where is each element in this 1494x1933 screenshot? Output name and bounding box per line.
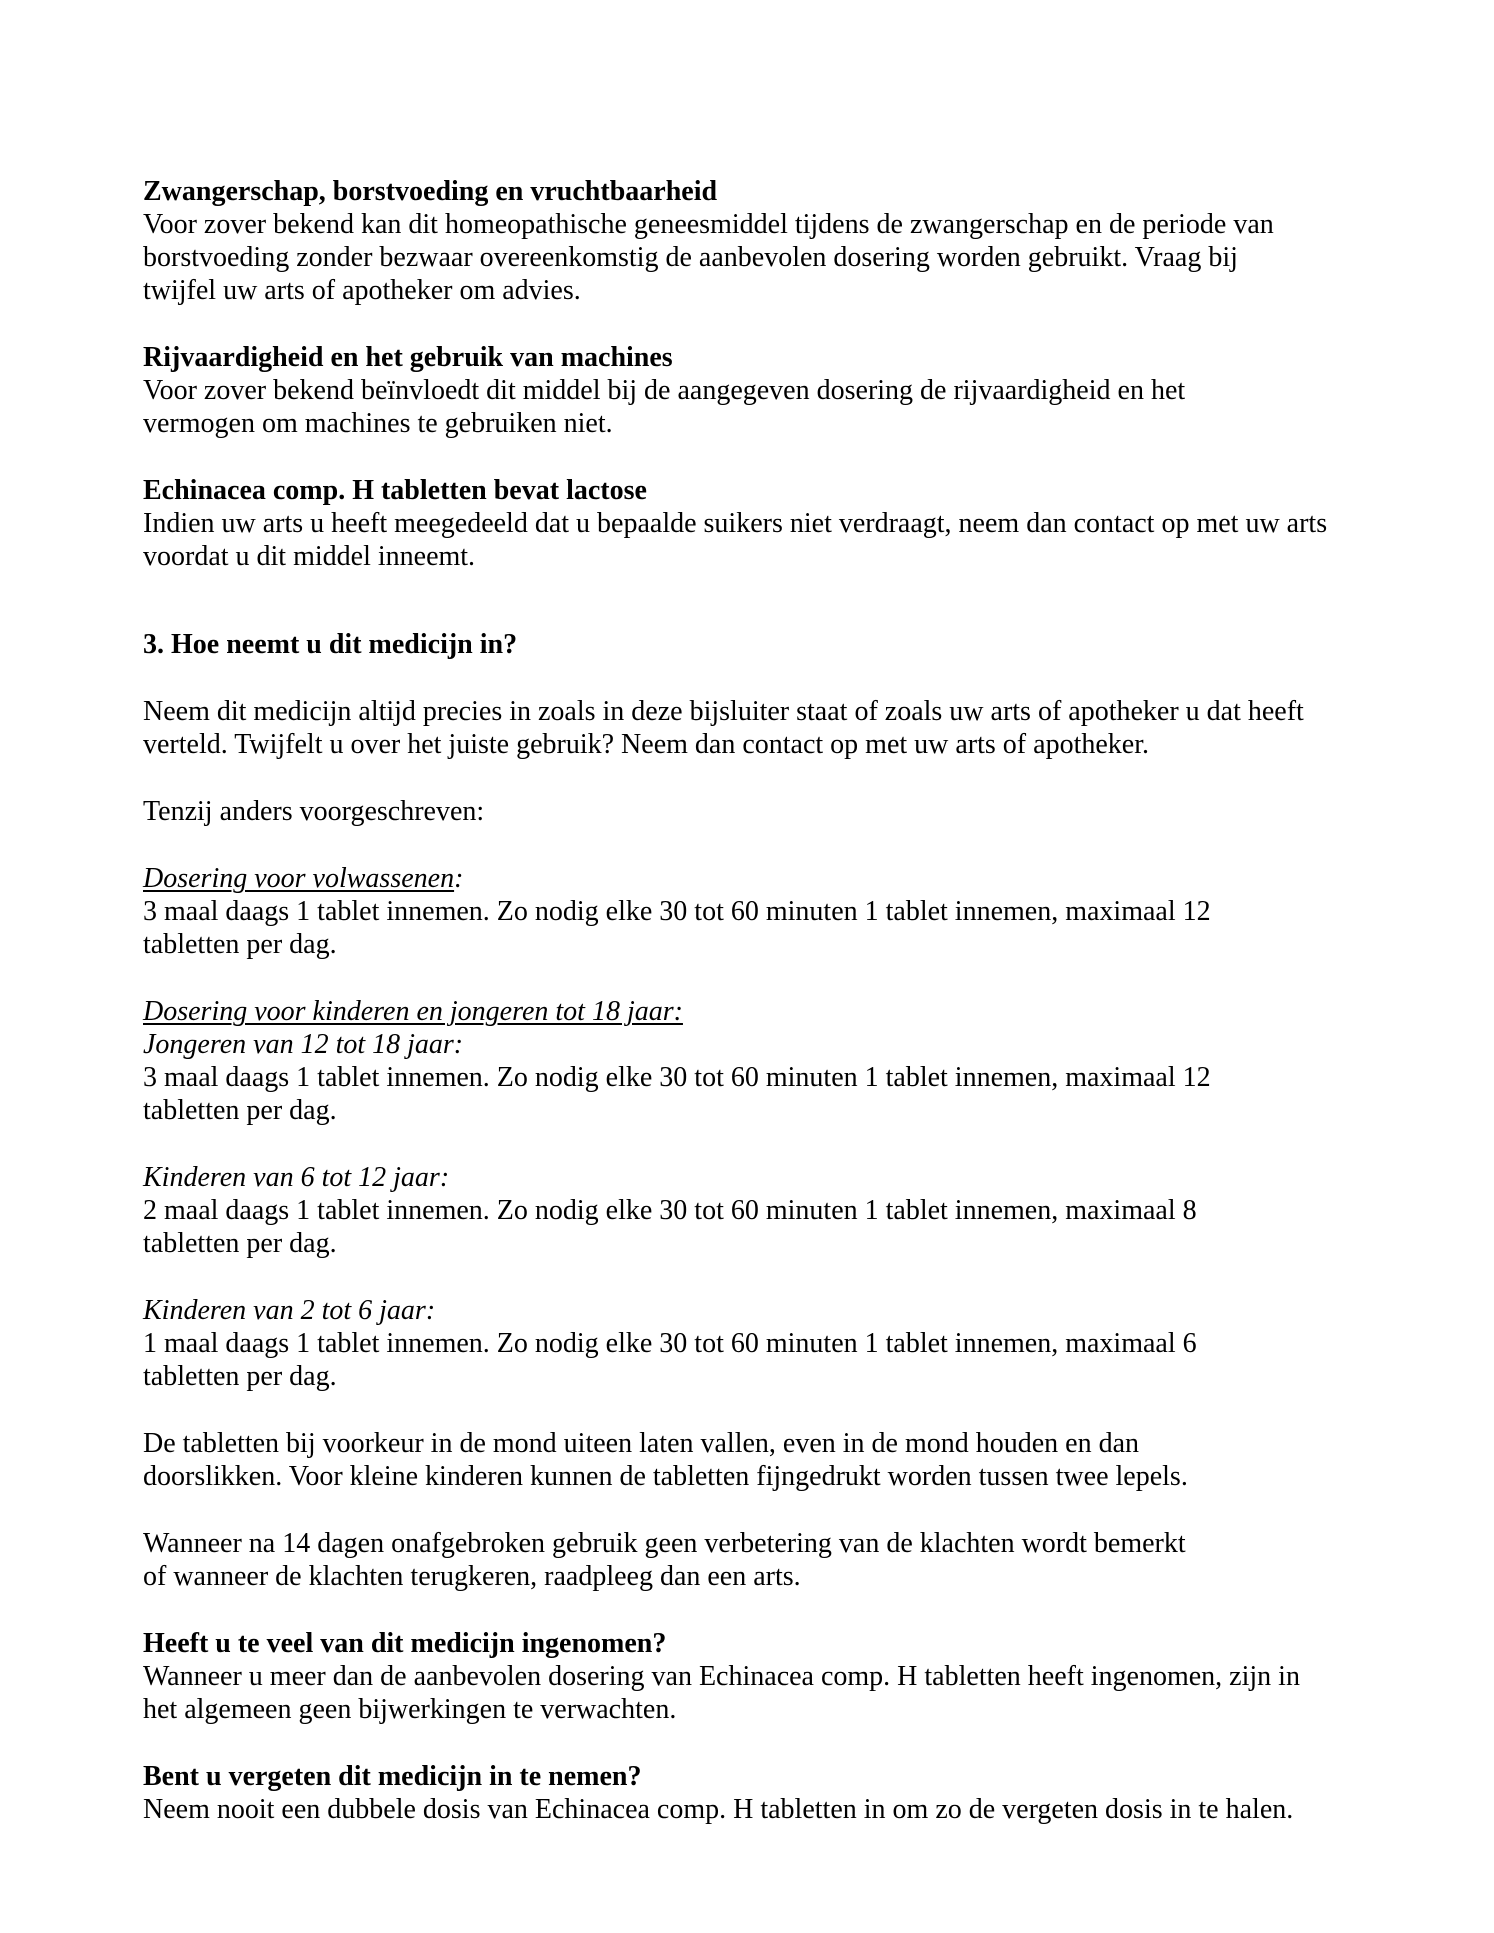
paragraph-line: verteld. Twijfelt u over het juiste gebruik? Neem dan contact op met uw arts of apotheker. — [143, 729, 1149, 760]
chapter-heading-how-to-take: 3. Hoe neemt u dit medicijn in? — [143, 629, 518, 660]
paragraph-line: 1 maal daags 1 tablet innemen. Zo nodig elke 30 tot 60 minuten 1 tablet innemen, maximaal 6 — [143, 1328, 1197, 1359]
paragraph-line: voordat u dit middel inneemt. — [143, 541, 476, 572]
paragraph-lactose — [143, 507, 1428, 573]
label-dosage-adults — [143, 862, 1428, 895]
paragraph-line: Indien uw arts u heeft meegedeeld dat u bepaalde suikers niet verdraagt, neem dan contact op met uw arts — [143, 508, 1328, 539]
paragraph-line: 3 maal daags 1 tablet innemen. Zo nodig elke 30 tot 60 minuten 1 tablet innemen, maximaal 12 — [143, 896, 1211, 927]
section-heading-forgotten: Bent u vergeten dit medicijn in te nemen? — [143, 1761, 642, 1792]
paragraph-line: Voor zover bekend beïnvloedt dit middel bij de aangegeven dosering de rijvaardigheid en het — [143, 375, 1186, 406]
paragraph-unless-prescribed: Tenzij anders voorgeschreven: — [143, 796, 485, 827]
paragraph-line: Neem dit medicijn altijd precies in zoals in deze bijsluiter staat of zoals uw arts of apotheker u dat heeft — [143, 696, 1304, 727]
paragraph-line: 2 maal daags 1 tablet innemen. Zo nodig elke 30 tot 60 minuten 1 tablet innemen, maximaal 8 — [143, 1195, 1197, 1226]
paragraph-overdose — [143, 1660, 1428, 1726]
paragraph-line: tabletten per dag. — [143, 1228, 337, 1259]
section-heading-driving: Rijvaardigheid en het gebruik van machines — [143, 342, 673, 373]
paragraph-line: 3 maal daags 1 tablet innemen. Zo nodig elke 30 tot 60 minuten 1 tablet innemen, maximaal 12 — [143, 1062, 1211, 1093]
paragraph-line: Wanneer u meer dan de aanbevolen dosering van Echinacea comp. H tabletten heeft ingenomen, zijn in — [143, 1661, 1300, 1692]
section-heading-overdose: Heeft u te veel van dit medicijn ingenomen? — [143, 1628, 667, 1659]
page-content — [143, 175, 1428, 1826]
paragraph-youth-12-18 — [143, 1061, 1428, 1127]
paragraph-line: borstvoeding zonder bezwaar overeenkomstig de aanbevolen dosering worden gebruikt. Vraag bij — [143, 242, 1238, 273]
section-heading-pregnancy: Zwangerschap, borstvoeding en vruchtbaarheid — [143, 176, 718, 207]
paragraph-line: of wanneer de klachten terugkeren, raadpleeg dan een arts. — [143, 1561, 801, 1592]
paragraph-line: het algemeen geen bijwerkingen te verwachten. — [143, 1694, 677, 1725]
label-youth-12-18: Jongeren van 12 tot 18 jaar: — [143, 1029, 464, 1060]
paragraph-line: doorslikken. Voor kleine kinderen kunnen de tabletten fijngedrukt worden tussen twee lepels. — [143, 1461, 1188, 1492]
paragraph-line: tabletten per dag. — [143, 1361, 337, 1392]
label-children-6-12: Kinderen van 6 tot 12 jaar: — [143, 1162, 450, 1193]
label-dosage-adults-text: Dosering voor volwassenen — [143, 863, 455, 894]
paragraph-line: tabletten per dag. — [143, 1095, 337, 1126]
paragraph-line: Neem nooit een dubbele dosis van Echinacea comp. H tabletten in om zo de vergeten dosis in te halen. — [143, 1794, 1294, 1825]
paragraph-children-6-12 — [143, 1194, 1428, 1260]
paragraph-line: vermogen om machines te gebruiken niet. — [143, 408, 613, 439]
section-heading-lactose: Echinacea comp. H tabletten bevat lactose — [143, 475, 647, 506]
label-dosage-children-text: Dosering voor kinderen en jongeren tot 18 jaar: — [143, 996, 683, 1027]
paragraph-line: Voor zover bekend kan dit homeopathische geneesmiddel tijdens de zwangerschap en de periode van — [143, 209, 1274, 240]
label-children-2-6: Kinderen van 2 tot 6 jaar: — [143, 1295, 436, 1326]
label-dosage-adults-colon: : — [454, 863, 464, 894]
paragraph-forgotten — [143, 1793, 1428, 1826]
paragraph-line: Wanneer na 14 dagen onafgebroken gebruik geen verbetering van de klachten wordt bemerkt — [143, 1528, 1186, 1559]
paragraph-line: twijfel uw arts of apotheker om advies. — [143, 275, 581, 306]
paragraph-intake-intro — [143, 695, 1428, 761]
paragraph-line: tabletten per dag. — [143, 929, 337, 960]
paragraph-pregnancy — [143, 208, 1428, 307]
paragraph-administration — [143, 1427, 1428, 1493]
paragraph-no-improvement — [143, 1527, 1428, 1593]
paragraph-driving — [143, 374, 1428, 440]
paragraph-line: De tabletten bij voorkeur in de mond uiteen laten vallen, even in de mond houden en dan — [143, 1428, 1140, 1459]
paragraph-children-2-6 — [143, 1327, 1428, 1393]
paragraph-dosage-adults — [143, 895, 1428, 961]
label-dosage-children-header — [143, 995, 1428, 1028]
